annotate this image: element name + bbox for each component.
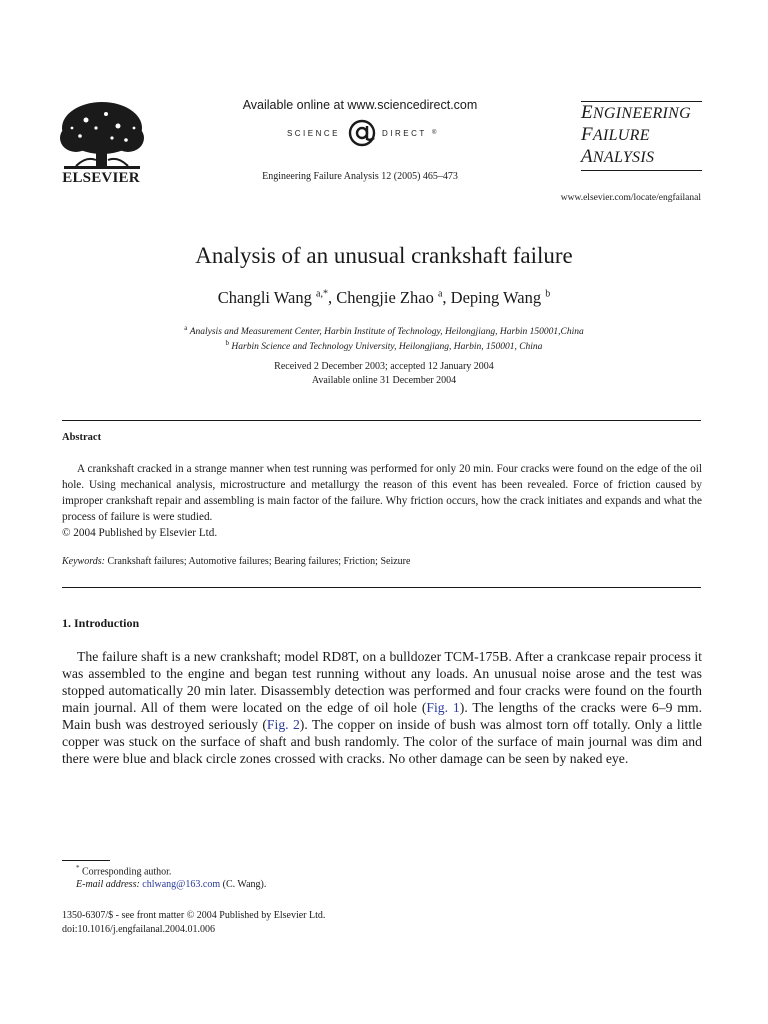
footnote-rule — [62, 860, 110, 861]
doi-line[interactable]: doi:10.1016/j.engfailanal.2004.01.006 — [62, 924, 216, 935]
journal-title-box — [581, 101, 702, 171]
section-heading: 1. Introduction — [62, 616, 140, 630]
journal-title-line-1: ENGINEERING — [581, 102, 692, 123]
divider-bottom — [62, 587, 701, 588]
author-3-affil: b — [545, 288, 551, 300]
divider-top — [62, 420, 701, 421]
sd-at-icon — [350, 121, 374, 145]
affiliation-b: $^b$ Harbin Science and Technology University, Heilongjiang, Harbin, 150001, China — [225, 339, 543, 353]
issn-line: 1350-6307/$ - see front matter © 2004 Published by Elsevier Ltd. — [62, 910, 326, 921]
journal-url[interactable]: www.elsevier.com/locate/engfailanal — [560, 193, 701, 203]
sciencedirect-logo — [282, 118, 442, 148]
footnote-corresponding: * Corresponding author. — [76, 864, 172, 878]
sd-right-text: DIRECT — [382, 129, 427, 138]
keywords — [62, 556, 702, 567]
sd-left-text: SCIENCE — [286, 129, 340, 138]
publisher-name: ELSEVIER — [62, 170, 140, 186]
journal-reference: Engineering Failure Analysis 12 (2005) 465–473 — [262, 171, 458, 182]
fig2-link[interactable]: Fig. 2 — [266, 717, 300, 732]
online-date: Available online 31 December 2004 — [311, 375, 457, 386]
author-1: Changli Wang — [217, 288, 312, 307]
fig1-link[interactable]: Fig. 1 — [426, 700, 460, 715]
available-online-text: Available online at www.sciencedirect.com — [242, 98, 478, 112]
journal-title-rule-bottom — [581, 170, 702, 171]
email-link[interactable]: chlwang@163.com — [142, 879, 221, 890]
author-1-affil: a,* — [316, 288, 328, 300]
footnote-email: E-mail address: chlwang@163.com (C. Wang). — [76, 879, 267, 890]
abstract-text: A crankshaft cracked in a strange manner when test running was performed for only 20 min. Four cracks were found on the edge of the oil hole. Using mechanical analysis, microstructure and metallurgy the reason of this event has been revealed. Force of friction caused by improper crankshaft repair and assembling is main factor of the failure. Why friction occurs, how the crack initiates and expands and what the process of failure is were studied. © 2004 Published by Elsevier Ltd. — [62, 463, 702, 539]
author-2-affil: a — [437, 288, 443, 300]
author-list: Changli Wang $^{a,*}$, Chengjie Zhao $^a$, Deping Wang $^b$ — [217, 288, 551, 307]
received-dates: Received 2 December 2003; accepted 12 January 2004 — [274, 361, 494, 372]
author-2: Chengjie Zhao — [336, 288, 434, 307]
keywords-list: Crankshaft failures; Automotive failures; Bearing failures; Friction; Seizure — [107, 556, 411, 567]
keywords-label: Keywords: — [62, 556, 105, 567]
abstract-heading: Abstract — [62, 432, 102, 443]
journal-title-line-2: FAILURE — [581, 124, 650, 145]
affiliation-a: $^a$ Analysis and Measurement Center, Harbin Institute of Technology, Heilongjiang, Harbin 150001,China — [184, 324, 584, 338]
abstract-copyright: © 2004 Published by Elsevier Ltd. — [62, 527, 218, 539]
sd-registered-mark: ® — [432, 130, 437, 136]
author-3: Deping Wang — [450, 288, 542, 307]
introduction-paragraph: The failure shaft is a new crankshaft; model RD8T, on a bulldozer TCM-175B. After a crankcase repair process it was assembled to the engine and began test running without any loads. An unusual noise arose and the test was stopped automatically 20 min later. Disassembly detection was performed and four cracks were found on the fourth main journal. All of them were located on the edge of oil hole (Fig. 1). The lengths of the cracks were 6–9 mm. Main bush was destroyed seriously (Fig. 2). The copper on inside of bush was almost torn off totally. Only a little copper was stuck on the surface of shaft and bush randomly. The color of the surface of main journal was dim and there were blue and black circle zones crossed with cracks. No other damage can be seen by naked eye. — [62, 649, 702, 766]
article-title: Analysis of an unusual crankshaft failure — [195, 243, 573, 268]
journal-title-line-3: ANALYSIS — [581, 146, 655, 167]
